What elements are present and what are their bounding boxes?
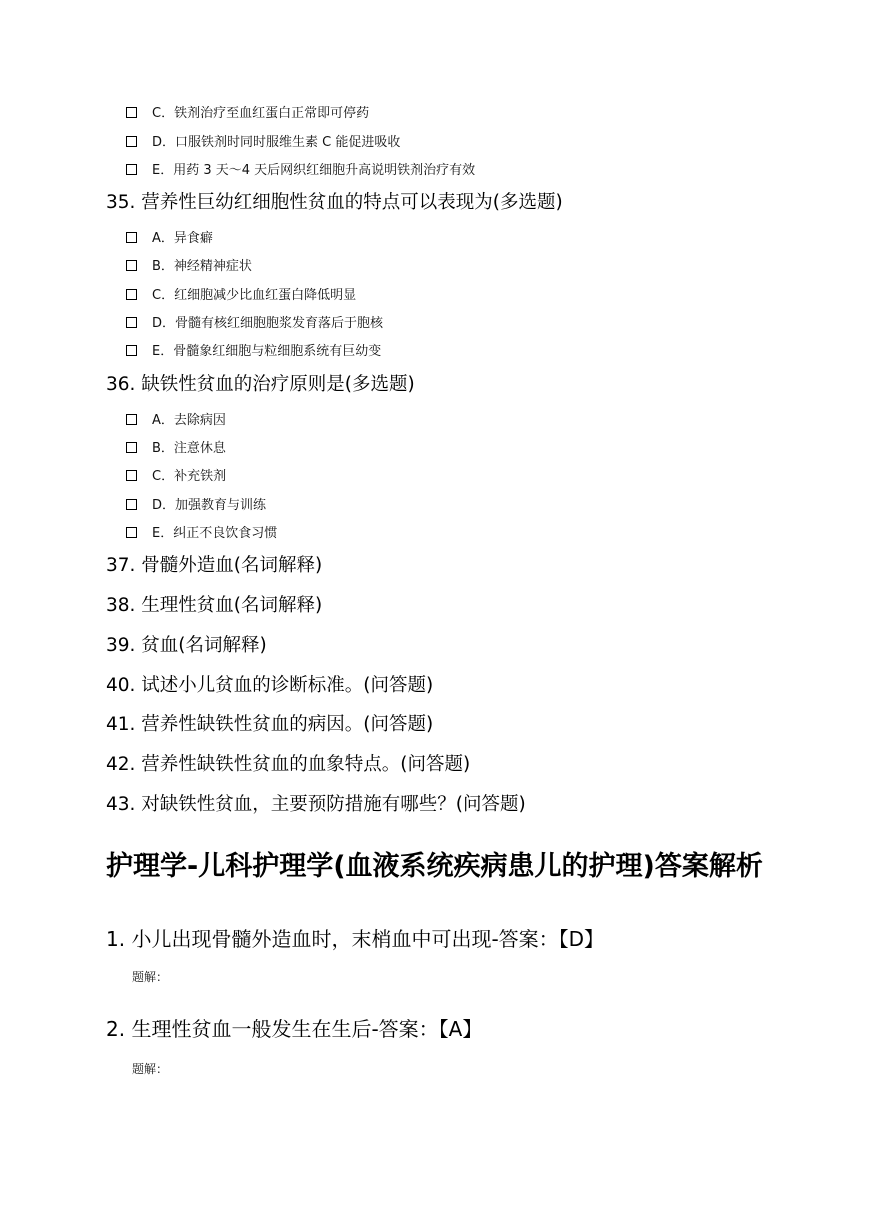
answer-explanation: 题解： <box>132 1062 169 1076</box>
question-title: 39. 贫血(名词解释) <box>106 635 267 656</box>
question-title: 38. 生理性贫血(名词解释) <box>106 595 323 616</box>
checkbox[interactable] <box>126 470 137 481</box>
option-item[interactable]: B．神经精神症状 <box>126 259 252 275</box>
answer-question: 2. 生理性贫血一般发生在生后-答案：【A】 <box>106 1017 483 1041</box>
answer-question: 1. 小儿出现骨髓外造血时，末梢血中可出现-答案：【D】 <box>106 927 605 951</box>
checkbox[interactable] <box>126 260 137 271</box>
answer-explanation: 题解： <box>132 970 169 984</box>
question-title: 35. 营养性巨幼红细胞性贫血的特点可以表现为(多选题) <box>106 192 563 213</box>
option-item[interactable]: E．纠正不良饮食习惯 <box>126 526 277 542</box>
section-heading: 护理学-儿科护理学(血液系统疾病患儿的护理)答案解析 <box>106 851 763 882</box>
checkbox[interactable] <box>126 345 137 356</box>
option-item[interactable]: C．铁剂治疗至血红蛋白正常即可停药 <box>126 106 369 122</box>
option-item[interactable]: B．注意休息 <box>126 441 226 457</box>
question-title: 41. 营养性缺铁性贫血的病因。(问答题) <box>106 714 434 735</box>
checkbox[interactable] <box>126 527 137 538</box>
question-title: 42. 营养性缺铁性贫血的血象特点。(问答题) <box>106 754 471 775</box>
question-title: 43. 对缺铁性贫血，主要预防措施有哪些？(问答题) <box>106 794 526 815</box>
checkbox[interactable] <box>126 499 137 510</box>
option-item[interactable]: C．补充铁剂 <box>126 469 226 485</box>
checkbox[interactable] <box>126 317 137 328</box>
checkbox[interactable] <box>126 107 137 118</box>
checkbox[interactable] <box>126 442 137 453</box>
option-item[interactable]: D．骨髓有核红细胞胞浆发育落后于胞核 <box>126 316 383 332</box>
checkbox[interactable] <box>126 164 137 175</box>
option-item[interactable]: D．口服铁剂时同时服维生素 C 能促进吸收 <box>126 135 400 151</box>
checkbox[interactable] <box>126 414 137 425</box>
checkbox[interactable] <box>126 232 137 243</box>
option-item[interactable]: C．红细胞减少比血红蛋白降低明显 <box>126 288 356 304</box>
checkbox[interactable] <box>126 289 137 300</box>
checkbox[interactable] <box>126 136 137 147</box>
question-title: 40. 试述小儿贫血的诊断标准。(问答题) <box>106 675 434 696</box>
option-item[interactable]: A．异食癖 <box>126 231 213 247</box>
option-item[interactable]: E．用药 3 天～4 天后网织红细胞升高说明铁剂治疗有效 <box>126 163 475 179</box>
option-item[interactable]: A．去除病因 <box>126 413 226 429</box>
option-item[interactable]: E．骨髓象红细胞与粒细胞系统有巨幼变 <box>126 344 381 360</box>
option-item[interactable]: D．加强教育与训练 <box>126 498 266 514</box>
question-title: 37. 骨髓外造血(名词解释) <box>106 555 323 576</box>
question-title: 36. 缺铁性贫血的治疗原则是(多选题) <box>106 374 415 395</box>
